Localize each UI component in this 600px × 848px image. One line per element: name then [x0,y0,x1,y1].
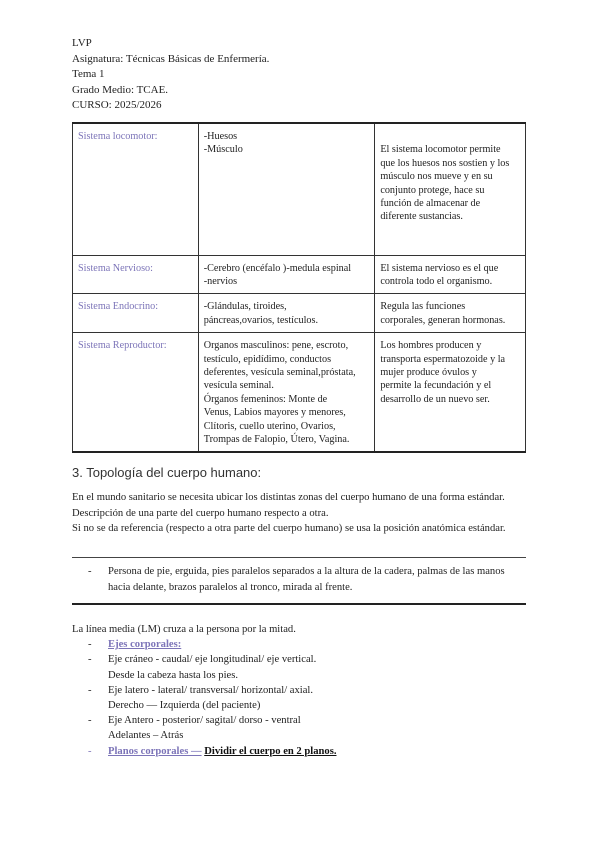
function-line: El sistema locomotor permite [380,144,501,156]
intro-line: En el mundo sanitario se necesita ubicar los distintas zonas del cuerpo humano de una forma estándar. [72,492,505,503]
organs-line: Organos masculinos: pene, escroto, [203,340,349,352]
document-header [72,36,269,114]
function-line [380,130,520,143]
organs-line: -Glándulas, tiroides, [203,301,287,313]
function-cell [375,333,526,453]
ejes-corporales-link[interactable]: Ejes corporales: [108,639,182,651]
header-subject: Asignatura: Técnicas Básicas de Enfermería. [72,52,270,65]
midline-intro: La línea media (LM) cruza a la persona por la mitad. [72,624,296,635]
system-name: Sistema Reproductor: [78,340,167,352]
organs-line: Trompas de Falopio, Útero, Vagina. [203,433,350,445]
table-row [73,255,526,294]
divider [72,557,526,558]
header-course: CURSO: 2025/2026 [72,99,162,111]
system-name-cell [73,123,199,255]
list-item: - Eje latero - lateral/ transversal/ horizontal/ axial. Derecho — Izquierda (del paciente) [88,684,314,712]
header-topic: Tema 1 [72,68,105,80]
function-line: desarrollo de un nuevo ser. [380,393,490,405]
organs-line: -Músculo [203,144,243,156]
function-line: Los hombres producen y [380,340,482,352]
system-name: Sistema Endocrino: [78,301,159,313]
system-name: Sistema locomotor: [78,131,158,142]
organs-cell [198,294,375,333]
organs-cell [198,333,375,453]
organs-line: Órganos femeninos: Monte de [203,393,328,405]
anatomical-position-bullet [88,564,528,595]
midline-section [72,622,542,759]
function-line: músculo nos mueve y en su [380,171,493,183]
function-line: Regula las funciones [380,301,466,313]
organs-line: -nervios [203,275,238,287]
section-intro [72,490,542,537]
function-line: transporta espermatozoide y la [380,353,506,365]
function-line: controla todo el organismo. [380,275,493,287]
list-item: - Eje Antero - posterior/ sagital/ dorso - ventral Adelantes – Atrás [88,715,301,742]
function-line: mujer produce óvulos y [380,366,477,378]
organs-line: -Cerebro (encéfalo )-medula espinal [203,262,352,274]
organs-line: vesícula seminal. [203,380,274,392]
divider [72,603,526,605]
function-cell [375,255,526,294]
list-item: - Ejes corporales: [88,639,182,651]
function-line: función de almacenar de [380,198,481,210]
organs-line: testículo, epidídimo, conductos [203,353,332,365]
function-line: que los huesos nos sostien y los [380,157,510,169]
function-line: corporales, generan hormonas. [380,314,506,326]
list-item: - Planos corporales — Dividir el cuerpo en 2 planos. [88,745,337,757]
table-row [73,294,526,333]
intro-line: Si no se da referencia (respecto a otra parte del cuerpo humano) se usa la posición anatómica estándar. [72,523,506,534]
bullet-text: Persona de pie, erguida, pies paralelos separados a la altura de la cadera, palmas de las manos [108,566,505,577]
function-cell [375,123,526,255]
function-line: El sistema nervioso es el que [380,262,499,274]
function-line: diferente sustancias. [380,211,463,223]
organs-line: -Huesos [203,131,238,142]
system-name-cell [73,255,199,294]
list-item: - Eje cráneo - caudal/ eje longitudinal/ eje vertical. Desde la cabeza hasta los pies. [88,654,317,681]
system-name-cell [73,294,199,333]
organs-line: deferentes, vesícula seminal,próstata, [203,366,356,378]
table-row [73,123,526,255]
intro-line: Descripción de una parte del cuerpo humano respecto a otra. [72,507,329,519]
organs-line: páncreas,ovarios, testículos. [203,314,319,326]
organs-cell [198,123,375,255]
bullet-dash: - [88,566,92,577]
system-name: Sistema Nervioso: [78,262,153,274]
function-cell [375,294,526,333]
body-systems-table [72,122,526,453]
function-line: conjunto protege, hace su [380,184,485,196]
header-initials: LVP [72,37,92,49]
table-row [73,333,526,453]
organs-line: Venus, Labios mayores y menores, [203,407,346,419]
bullet-text: hacia delante, brazos paralelos al tronco, mirada al frente. [108,581,353,593]
header-grade: Grado Medio: TCAE. [72,83,169,96]
planos-description: Dividir el cuerpo en 2 planos. [204,745,337,757]
planos-corporales-link[interactable]: Planos corporales — [108,745,202,757]
organs-cell [198,255,375,294]
system-name-cell [73,333,199,453]
function-line: permite la fecundación y el [380,380,492,392]
organs-line: Clítoris, cuello uterino, Ovarios, [203,420,336,432]
section-title: 3. Topología del cuerpo humano: [72,465,262,480]
